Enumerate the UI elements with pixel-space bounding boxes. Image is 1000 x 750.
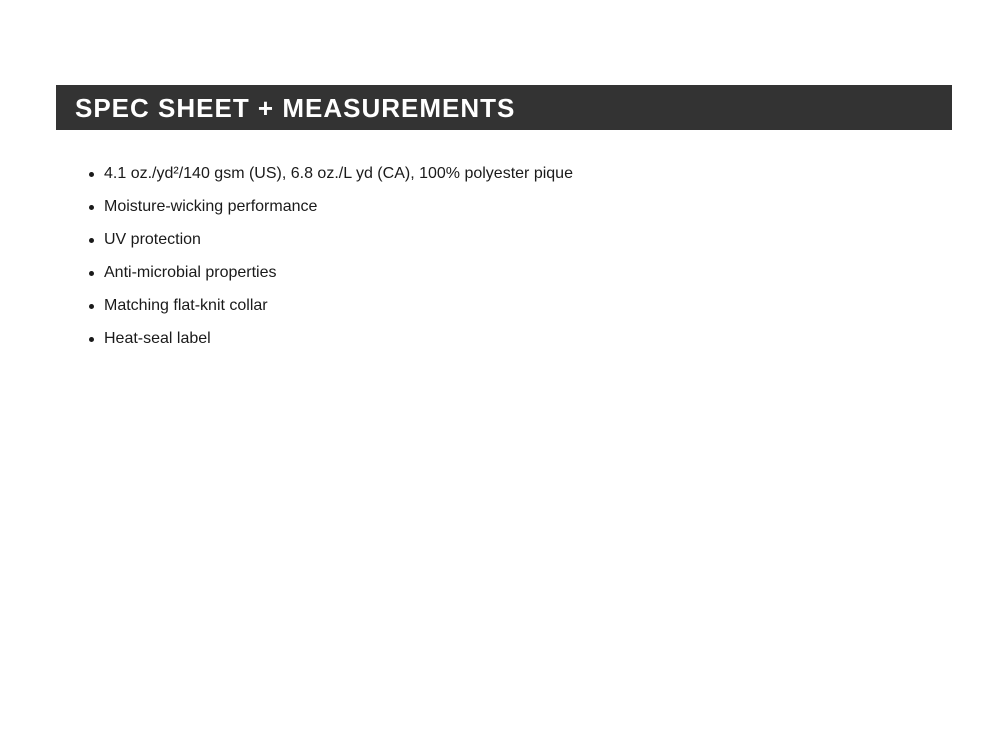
- spec-sheet-header: [56, 85, 952, 130]
- feature-item-collar: [85, 295, 573, 328]
- feature-item-fabric: [85, 163, 573, 196]
- section-title: SPEC SHEET + MEASUREMENTS: [75, 92, 516, 123]
- feature-item-anti-microbial: [85, 262, 573, 295]
- feature-text: Anti-microbial properties: [104, 264, 277, 281]
- feature-list: [85, 163, 573, 361]
- feature-text: Matching flat-knit collar: [104, 297, 268, 314]
- bullet-icon: [89, 337, 94, 342]
- feature-item-uv-protection: [85, 229, 573, 262]
- bullet-icon: [89, 172, 94, 177]
- feature-text: UV protection: [104, 231, 201, 248]
- bullet-icon: [89, 271, 94, 276]
- feature-text: Moisture-wicking performance: [104, 198, 318, 215]
- bullet-icon: [89, 238, 94, 243]
- feature-item-moisture-wicking: [85, 196, 573, 229]
- bullet-icon: [89, 205, 94, 210]
- bullet-icon: [89, 304, 94, 309]
- feature-text: Heat-seal label: [104, 330, 211, 347]
- feature-text: 4.1 oz./yd²/140 gsm (US), 6.8 oz./L yd (CA), 100% polyester pique: [104, 165, 573, 182]
- feature-item-label: [85, 328, 573, 361]
